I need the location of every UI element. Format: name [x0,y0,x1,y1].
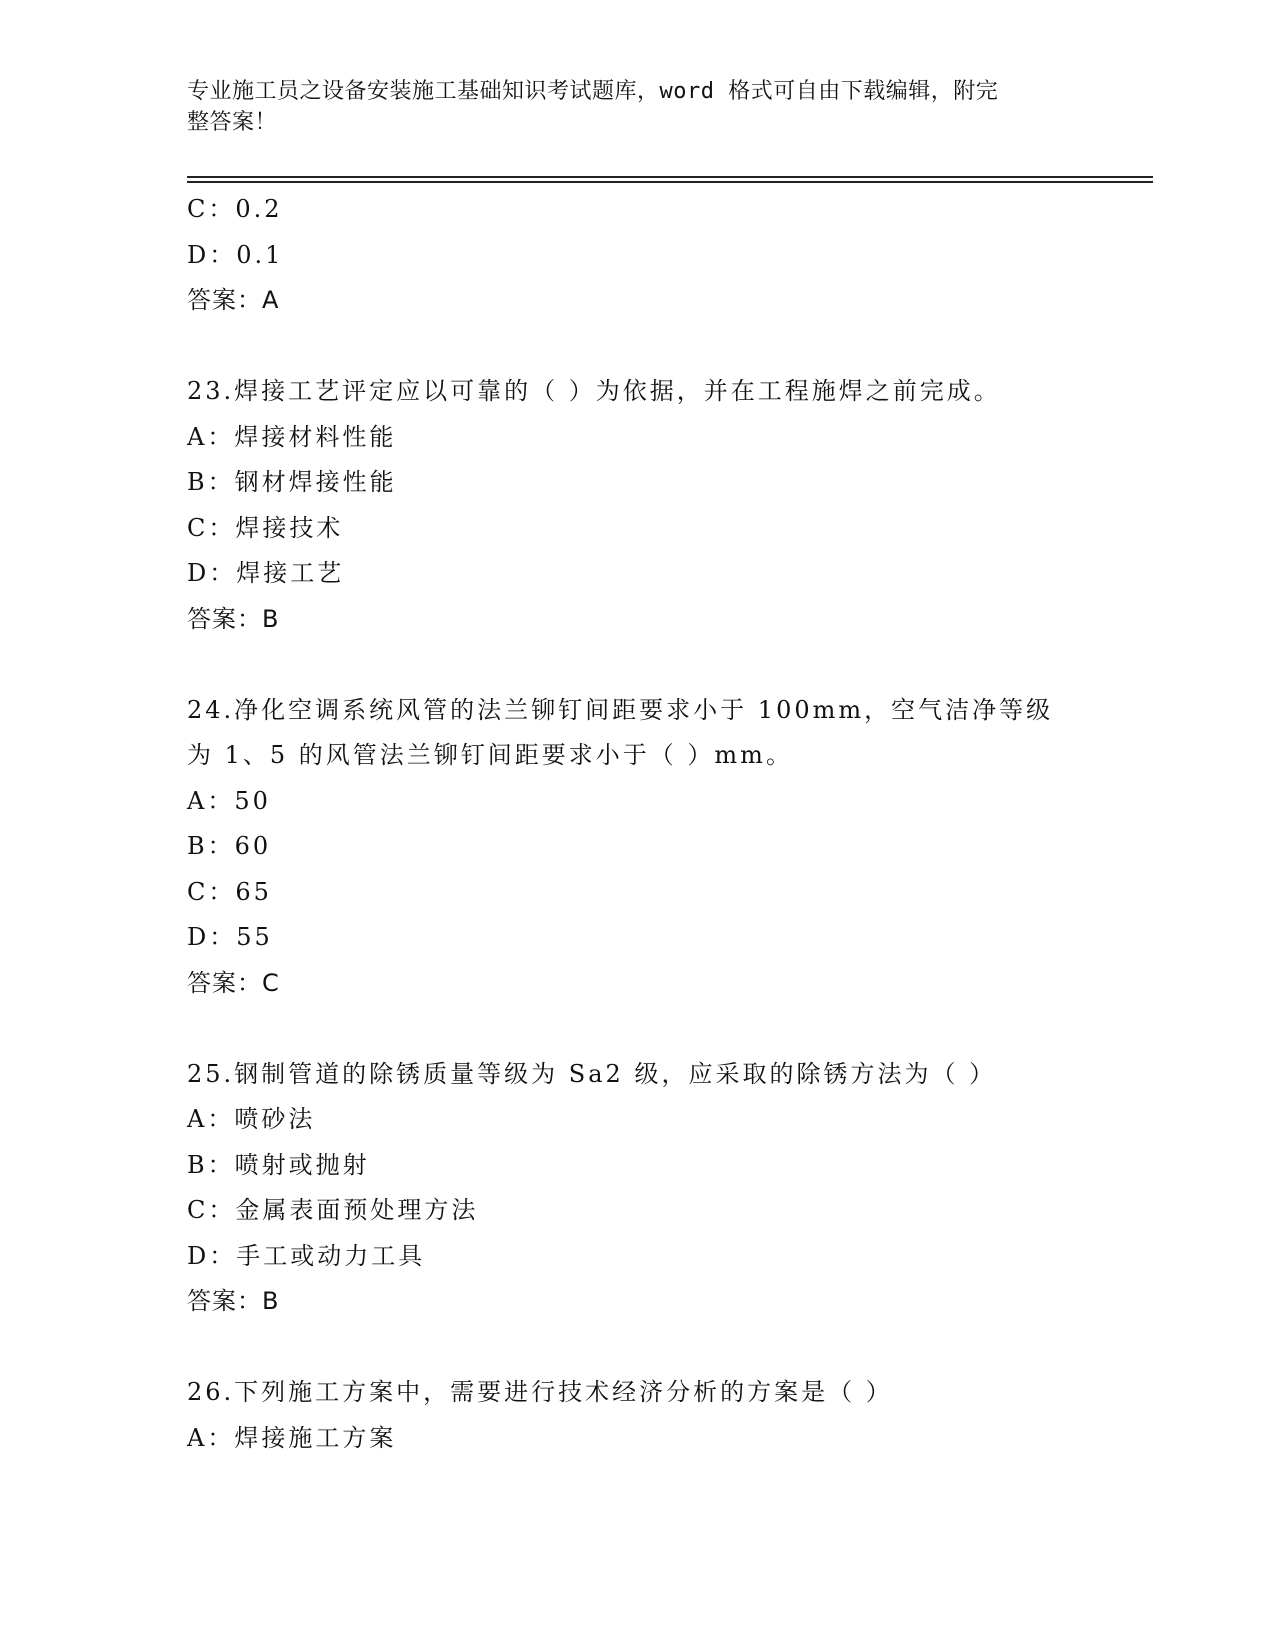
answer: 答案：C [187,968,280,997]
option-c: C：65 [187,877,272,906]
option-c: C：0.2 [187,195,283,223]
option-c: C：金属表面预处理方法 [187,1196,479,1224]
question-stem: 23.焊接工艺评定应以可靠的（ ）为依据，并在工程施焊之前完成。 [187,377,1001,405]
option-c: C：焊接技术 [187,513,344,542]
option-d: D：手工或动力工具 [187,1241,426,1270]
question-stem: 26.下列施工方案中，需要进行技术经济分析的方案是（ ） [187,1378,893,1406]
option-d: D：0.1 [187,240,284,269]
header-rule-top [187,176,1153,178]
document-header [187,76,1067,138]
question-stem: 25.钢制管道的除锈质量等级为 Sa2 级，应采取的除锈方法为（ ） [187,1059,997,1088]
option-a: A：50 [187,786,271,815]
option-d: D：55 [187,923,273,951]
answer: 答案：B [187,604,280,633]
question-stem-line-2: 为 1、5 的风管法兰铆钉间距要求小于（ ）mm。 [187,741,793,769]
header-line-2: 整答案！ [187,110,278,135]
option-b: B：喷射或抛射 [187,1150,370,1179]
option-b: B：60 [187,832,272,860]
question-list [187,187,1087,1461]
option-a: A：喷砂法 [187,1105,316,1133]
option-a: A：焊接材料性能 [187,422,397,451]
answer: 答案：A [187,286,280,314]
option-b: B：钢材焊接性能 [187,468,397,496]
question-stem-line-1: 24.净化空调系统风管的法兰铆钉间距要求小于 100mm，空气洁净等级 [187,695,1054,724]
header-rule-bottom [187,181,1153,183]
option-a: A：焊接施工方案 [187,1423,397,1452]
answer: 答案：B [187,1287,280,1315]
header-line-1: 专业施工员之设备安装施工基础知识考试题库，word 格式可自由下载编辑，附完 [187,79,999,104]
option-d: D：焊接工艺 [187,559,345,587]
